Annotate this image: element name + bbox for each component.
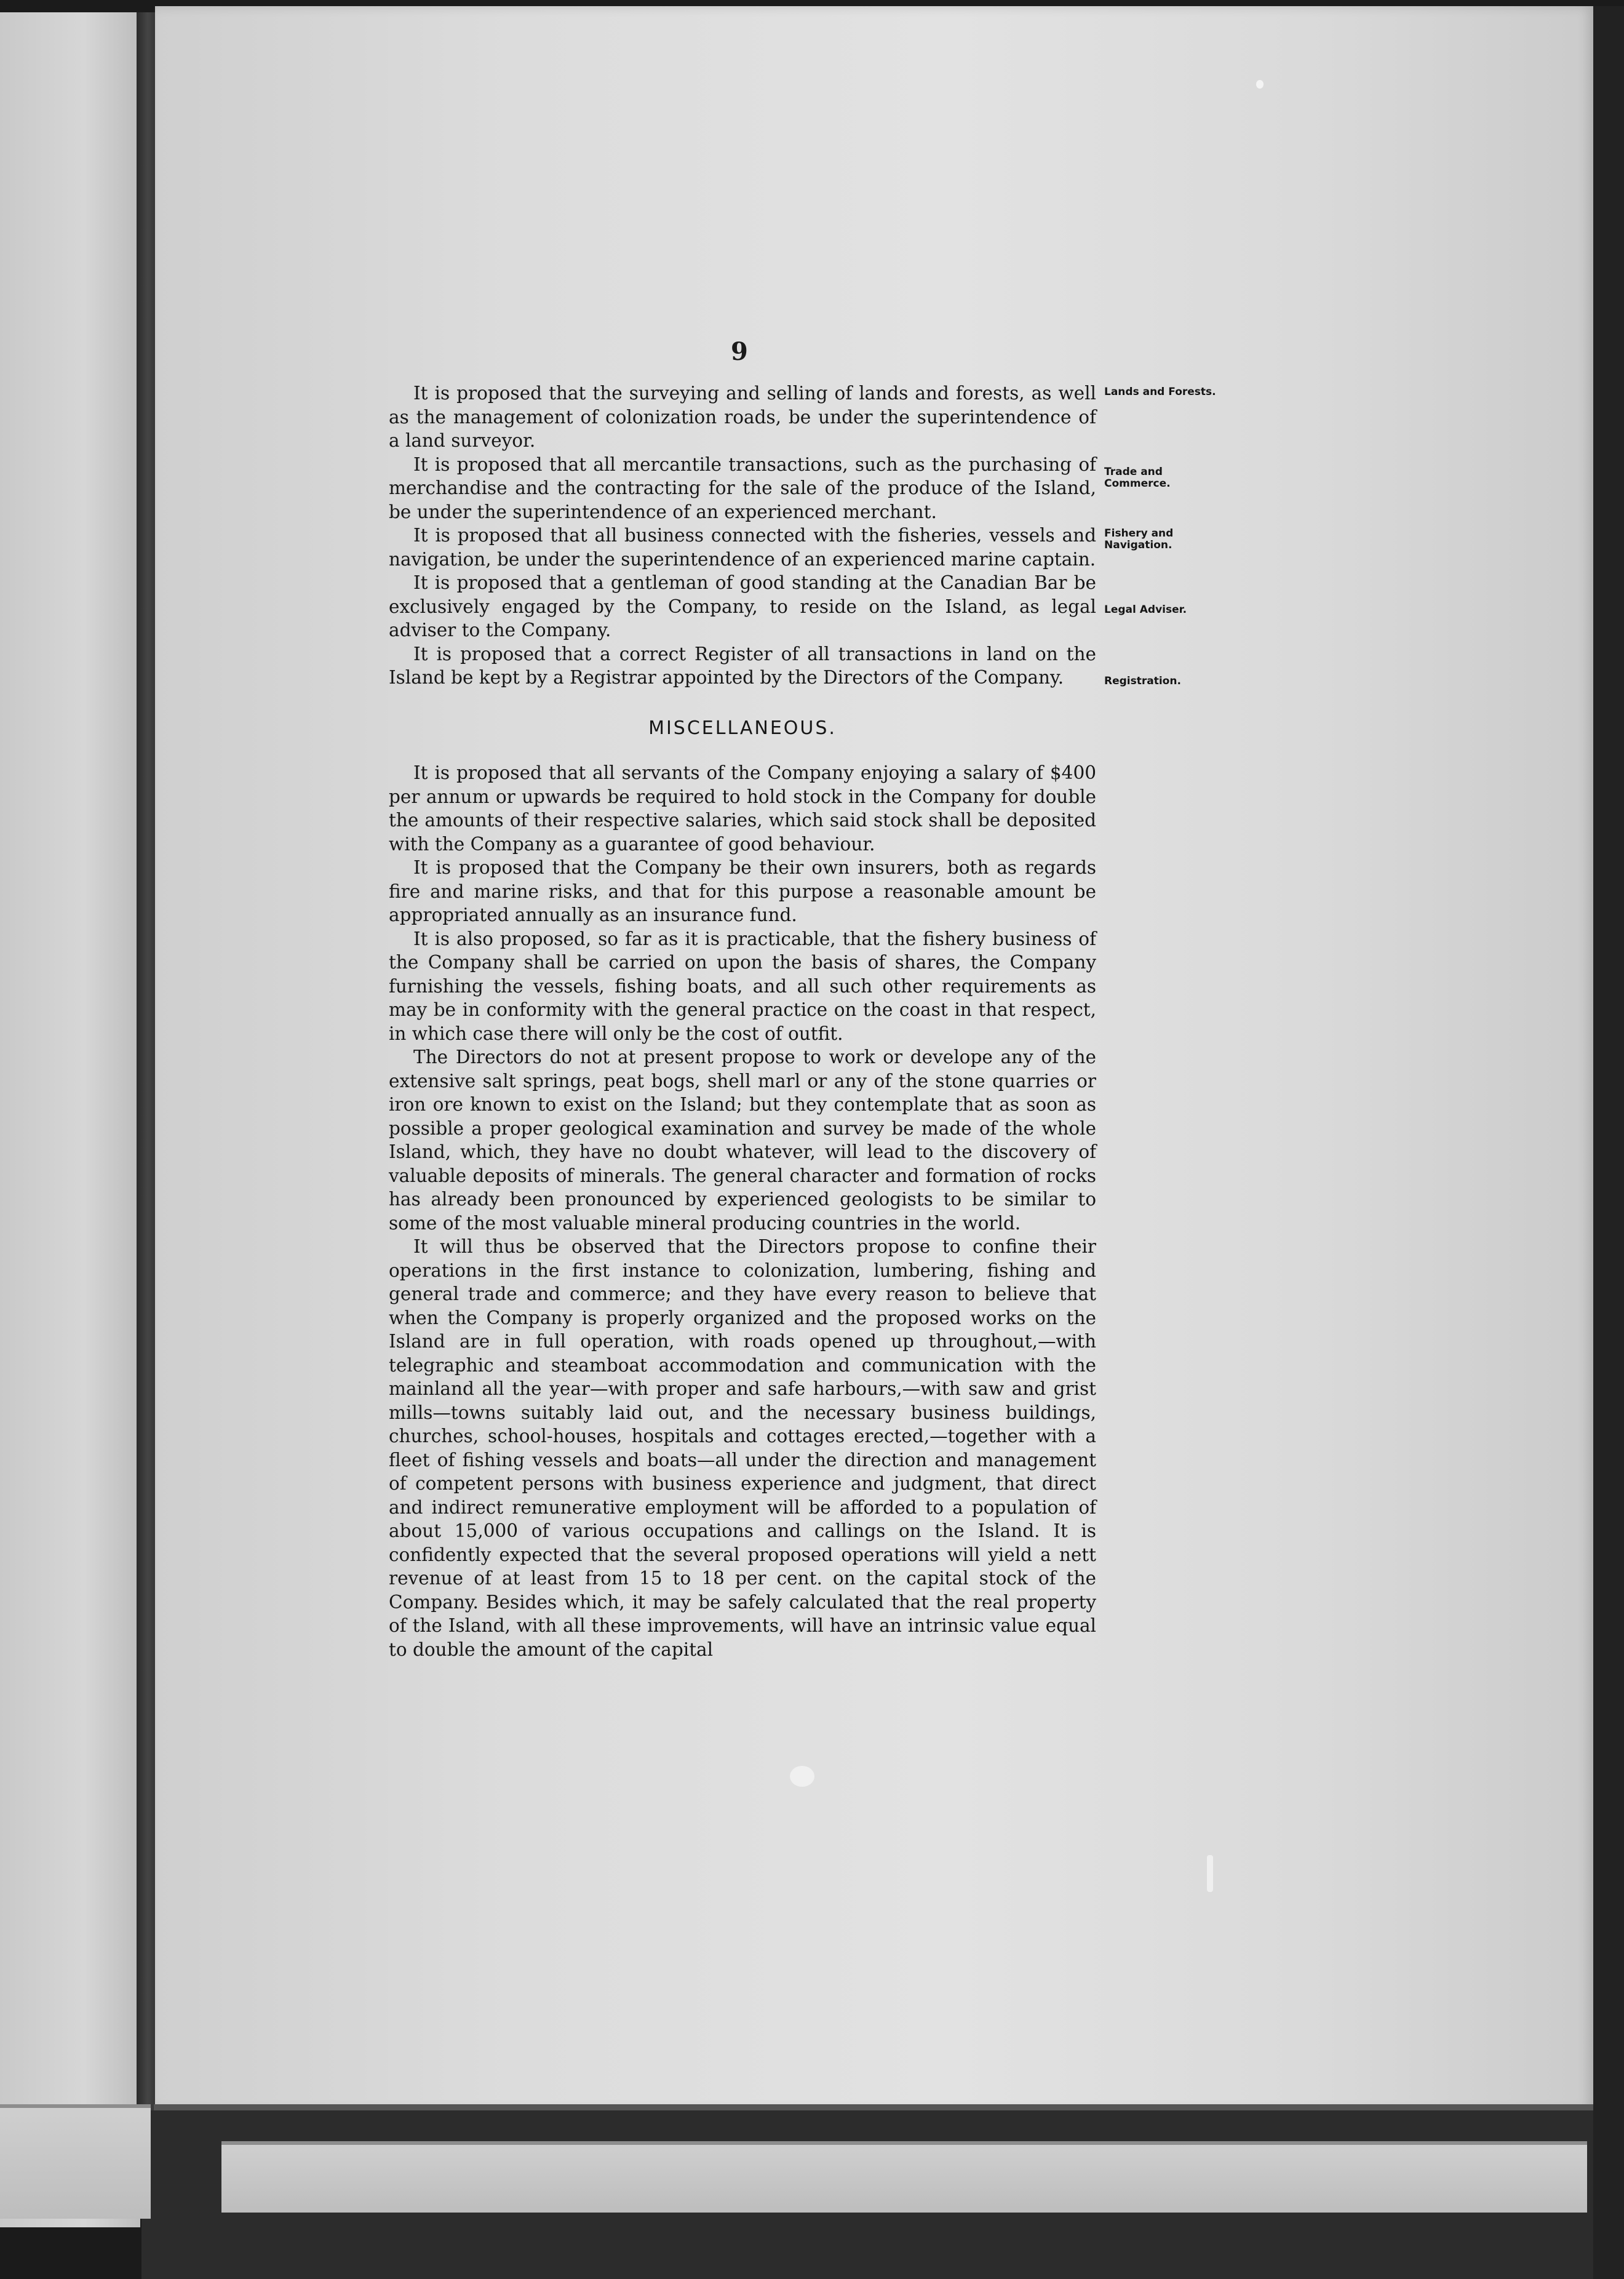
paragraph-operations: It will thus be observed that the Directors propose to confine their operations in the first instance to colonization, lumbering, fishing and general trade and commerce; and they have every reason to believe that when the Company is properly organized and the proposed works on the Island are in full operation, with roads opened up throughout,—with telegraphic and steamboat accommodation and communication with the mainland all the year—with proper and safe harbours,—with saw and grist mills—towns suitably laid out, and the necessary business buildings, churches, school-houses, hospitals and cottages erected,—together with a fleet of fishing vessels and boats—all under the direction and management of competent persons with business experience and judgment, that direct and indirect remunerative employment will be afforded to a population of about 15,000 of various occupations and callings on the Island. It is confidently expected that the several proposed operations will yield a nett revenue of at least from 15 to 18 per cent. on the capital stock of the Company. Besides which, it may be safely calculated that the real property of the Island, with all these improvements, will have an intrinsic value equal to double the amount of the capital — [389, 1236, 1096, 1660]
page-number: 9 — [731, 337, 748, 366]
paragraph-legal: It is proposed that a gentleman of good standing at the Canadian Bar be exclusively engaged by the Company, to reside on the Island, as legal adviser to the Company. — [389, 572, 1096, 641]
paragraph-insurance: It is proposed that the Company be their own insurers, both as regards fire and marine risks, and that for this purpose a reasonable amount be appropriated annually as an insurance fund. — [389, 857, 1096, 925]
margin-note-trade: Trade and Commerce. — [1104, 466, 1171, 490]
paragraph-registration: It is proposed that a correct Register of all transactions in land on the Island be kept by a Registrar appointed by the Directors of the Company. — [389, 643, 1096, 688]
margin-note-registration: Registration. — [1104, 675, 1181, 687]
facing-page-edge — [0, 12, 140, 2227]
bottom-leaf — [0, 2104, 151, 2219]
bottom-leaf — [221, 2141, 498, 2213]
page-bottom-edge — [154, 2104, 1593, 2110]
bottom-leaf — [498, 2141, 1132, 2213]
paragraph-salary-stock: It is proposed that all servants of the Company enjoying a salary of $400 per annum or upwards be required to hold stock in the Company for double the amounts of their respective salaries, which said stock shall be deposited with the Company as a guarantee of good behaviour. — [389, 762, 1096, 855]
paragraph-trade: It is proposed that all mercantile transactions, such as the purchasing of merchandise and the contracting for the sale of the produce of the Island, be under the superintendence of an experienced merchant. — [389, 453, 1096, 522]
margin-note-legal: Legal Adviser. — [1104, 604, 1187, 616]
body-text — [389, 381, 1096, 1661]
margin-note-lands: Lands and Forests. — [1104, 386, 1216, 398]
margin-note-fishery: Fishery and Navigation. — [1104, 527, 1174, 551]
section-heading: MISCELLANEOUS. — [648, 717, 837, 739]
paragraph-minerals: The Directors do not at present propose to work or develope any of the extensive salt springs, peat bogs, shell marl or any of the stone quarries or iron ore known to exist on the Island; but they contemplate that as soon as possible a proper geological examination and survey be made of the whole Island, which, they have no doubt whatever, will lead to the discovery of valuable deposits of minerals. The general character and formation of rocks has already been pronounced by experienced geologists to be similar to some of the most valuable mineral producing countries in the world. — [389, 1047, 1096, 1234]
page-right-edge — [1593, 6, 1624, 2279]
scan-speck — [790, 1766, 814, 1787]
scan-speck — [1256, 80, 1264, 89]
scan-speck — [1207, 1855, 1213, 1892]
paragraph-fishery: It is proposed that all business connected with the fisheries, vessels and navigation, be under the superintendence of an experienced marine captain. — [389, 525, 1096, 570]
paragraph-fishery-shares: It is also proposed, so far as it is practicable, that the fishery business of the Company shall be carried on upon the basis of shares, the Company furnishing the vessels, fishing boats, and all such other requirements as may be in conformity with the general practice on the coast in that respect, in which case there will only be the cost of outfit. — [389, 928, 1096, 1044]
paragraph-lands: It is proposed that the surveying and selling of lands and forests, as well as the management of colonization roads, be under the superintendence of a land surveyor. — [389, 383, 1096, 451]
bottom-leaf — [1132, 2141, 1587, 2213]
